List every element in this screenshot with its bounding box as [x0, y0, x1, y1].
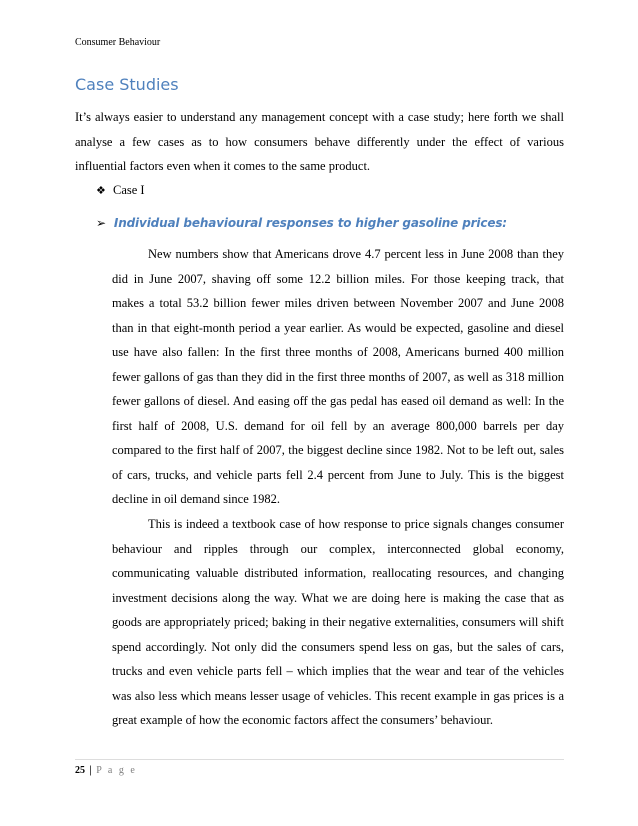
paragraph-line: trucks and even vehicle parts fell – which implies that the wear and tear of the vehicles	[112, 664, 564, 678]
footer-divider	[75, 759, 564, 760]
page-label: P a g e	[96, 765, 137, 776]
paragraph-line: was also less which means lesser usage of vehicles. This recent example in gas prices is a	[112, 688, 564, 703]
paragraph-line: New numbers show that Americans drove 4.7 percent less in June 2008 than they	[148, 247, 564, 261]
paragraph-line: first half of 2008, U.S. demand for oil fell by an average 800,000 barrels per day	[112, 418, 564, 433]
paragraph-line: goods are appropriately priced; baking in their negative externalities, consumers will shift	[112, 615, 564, 629]
paragraph-line: great example of how the economic factors affect the consumers’ behaviour.	[112, 713, 493, 727]
intro-line: influential factors even when it comes to the same product.	[75, 159, 371, 173]
body-paragraph-1	[112, 242, 564, 512]
paragraph-line: fewer gallons of diesel. And easing off the gas pedal has eased oil demand as well: In the	[112, 394, 564, 408]
running-header: Consumer Behaviour	[75, 37, 161, 48]
intro-line: It’s always easier to understand any management concept with a case study; here forth we shall	[75, 110, 564, 124]
case-list-item	[96, 182, 145, 199]
paragraph-line: than in that eight-month period a year earlier. As would be expected, gasoline and diesel	[112, 320, 564, 335]
paragraph-line: did in June 2007, shaving off some 12.2 billion miles. For those keeping track, that	[112, 271, 564, 286]
page-number: 25	[75, 765, 85, 776]
intro-line: analyse a few cases as to how consumers behave differently under the effect of various	[75, 134, 564, 149]
footer-separator: |	[89, 765, 92, 776]
paragraph-line: fewer gallons of gas than they did in the first three months of 2007, as well as 318 million	[112, 369, 564, 384]
paragraph-line: decline in oil demand since 1982.	[112, 492, 281, 506]
body-paragraph-2	[112, 512, 564, 733]
arrow-bullet-icon: ➢	[96, 216, 106, 230]
paragraph-line: communicating valuable distributed information, reallocating resources, and changing	[112, 566, 564, 580]
paragraph-line: This is indeed a textbook case of how response to price signals changes consumer	[148, 517, 564, 531]
paragraph-line: makes a total 53.2 billion fewer miles driven between November 2007 and June 2008	[112, 296, 564, 310]
page-footer	[75, 764, 137, 777]
diamond-bullet-icon: ❖	[96, 185, 106, 197]
subheading-text: Individual behavioural responses to higher gasoline prices:	[113, 216, 507, 230]
case-label: Case I	[113, 183, 145, 197]
section-title: Case Studies	[75, 75, 179, 94]
paragraph-line: of cars, trucks, and vehicle parts fell 2.4 percent from June to July. This is the biggest	[112, 467, 564, 482]
paragraph-line: investment decisions along the way. What we are doing here is making the case that as	[112, 590, 564, 605]
case-subheading	[96, 215, 507, 231]
paragraph-line: spend accordingly. Not only did the consumers spend less on gas, but the sales of cars,	[112, 639, 564, 654]
paragraph-line: compared to the first half of 2007, the biggest decline since 1982. Not to be left out, sales	[112, 443, 564, 457]
paragraph-line: use have also fallen: In the first three months of 2008, Americans burned 400 million	[112, 345, 564, 359]
paragraph-line: behaviour and ripples through our complex, interconnected global economy,	[112, 541, 564, 556]
intro-paragraph	[75, 105, 564, 179]
